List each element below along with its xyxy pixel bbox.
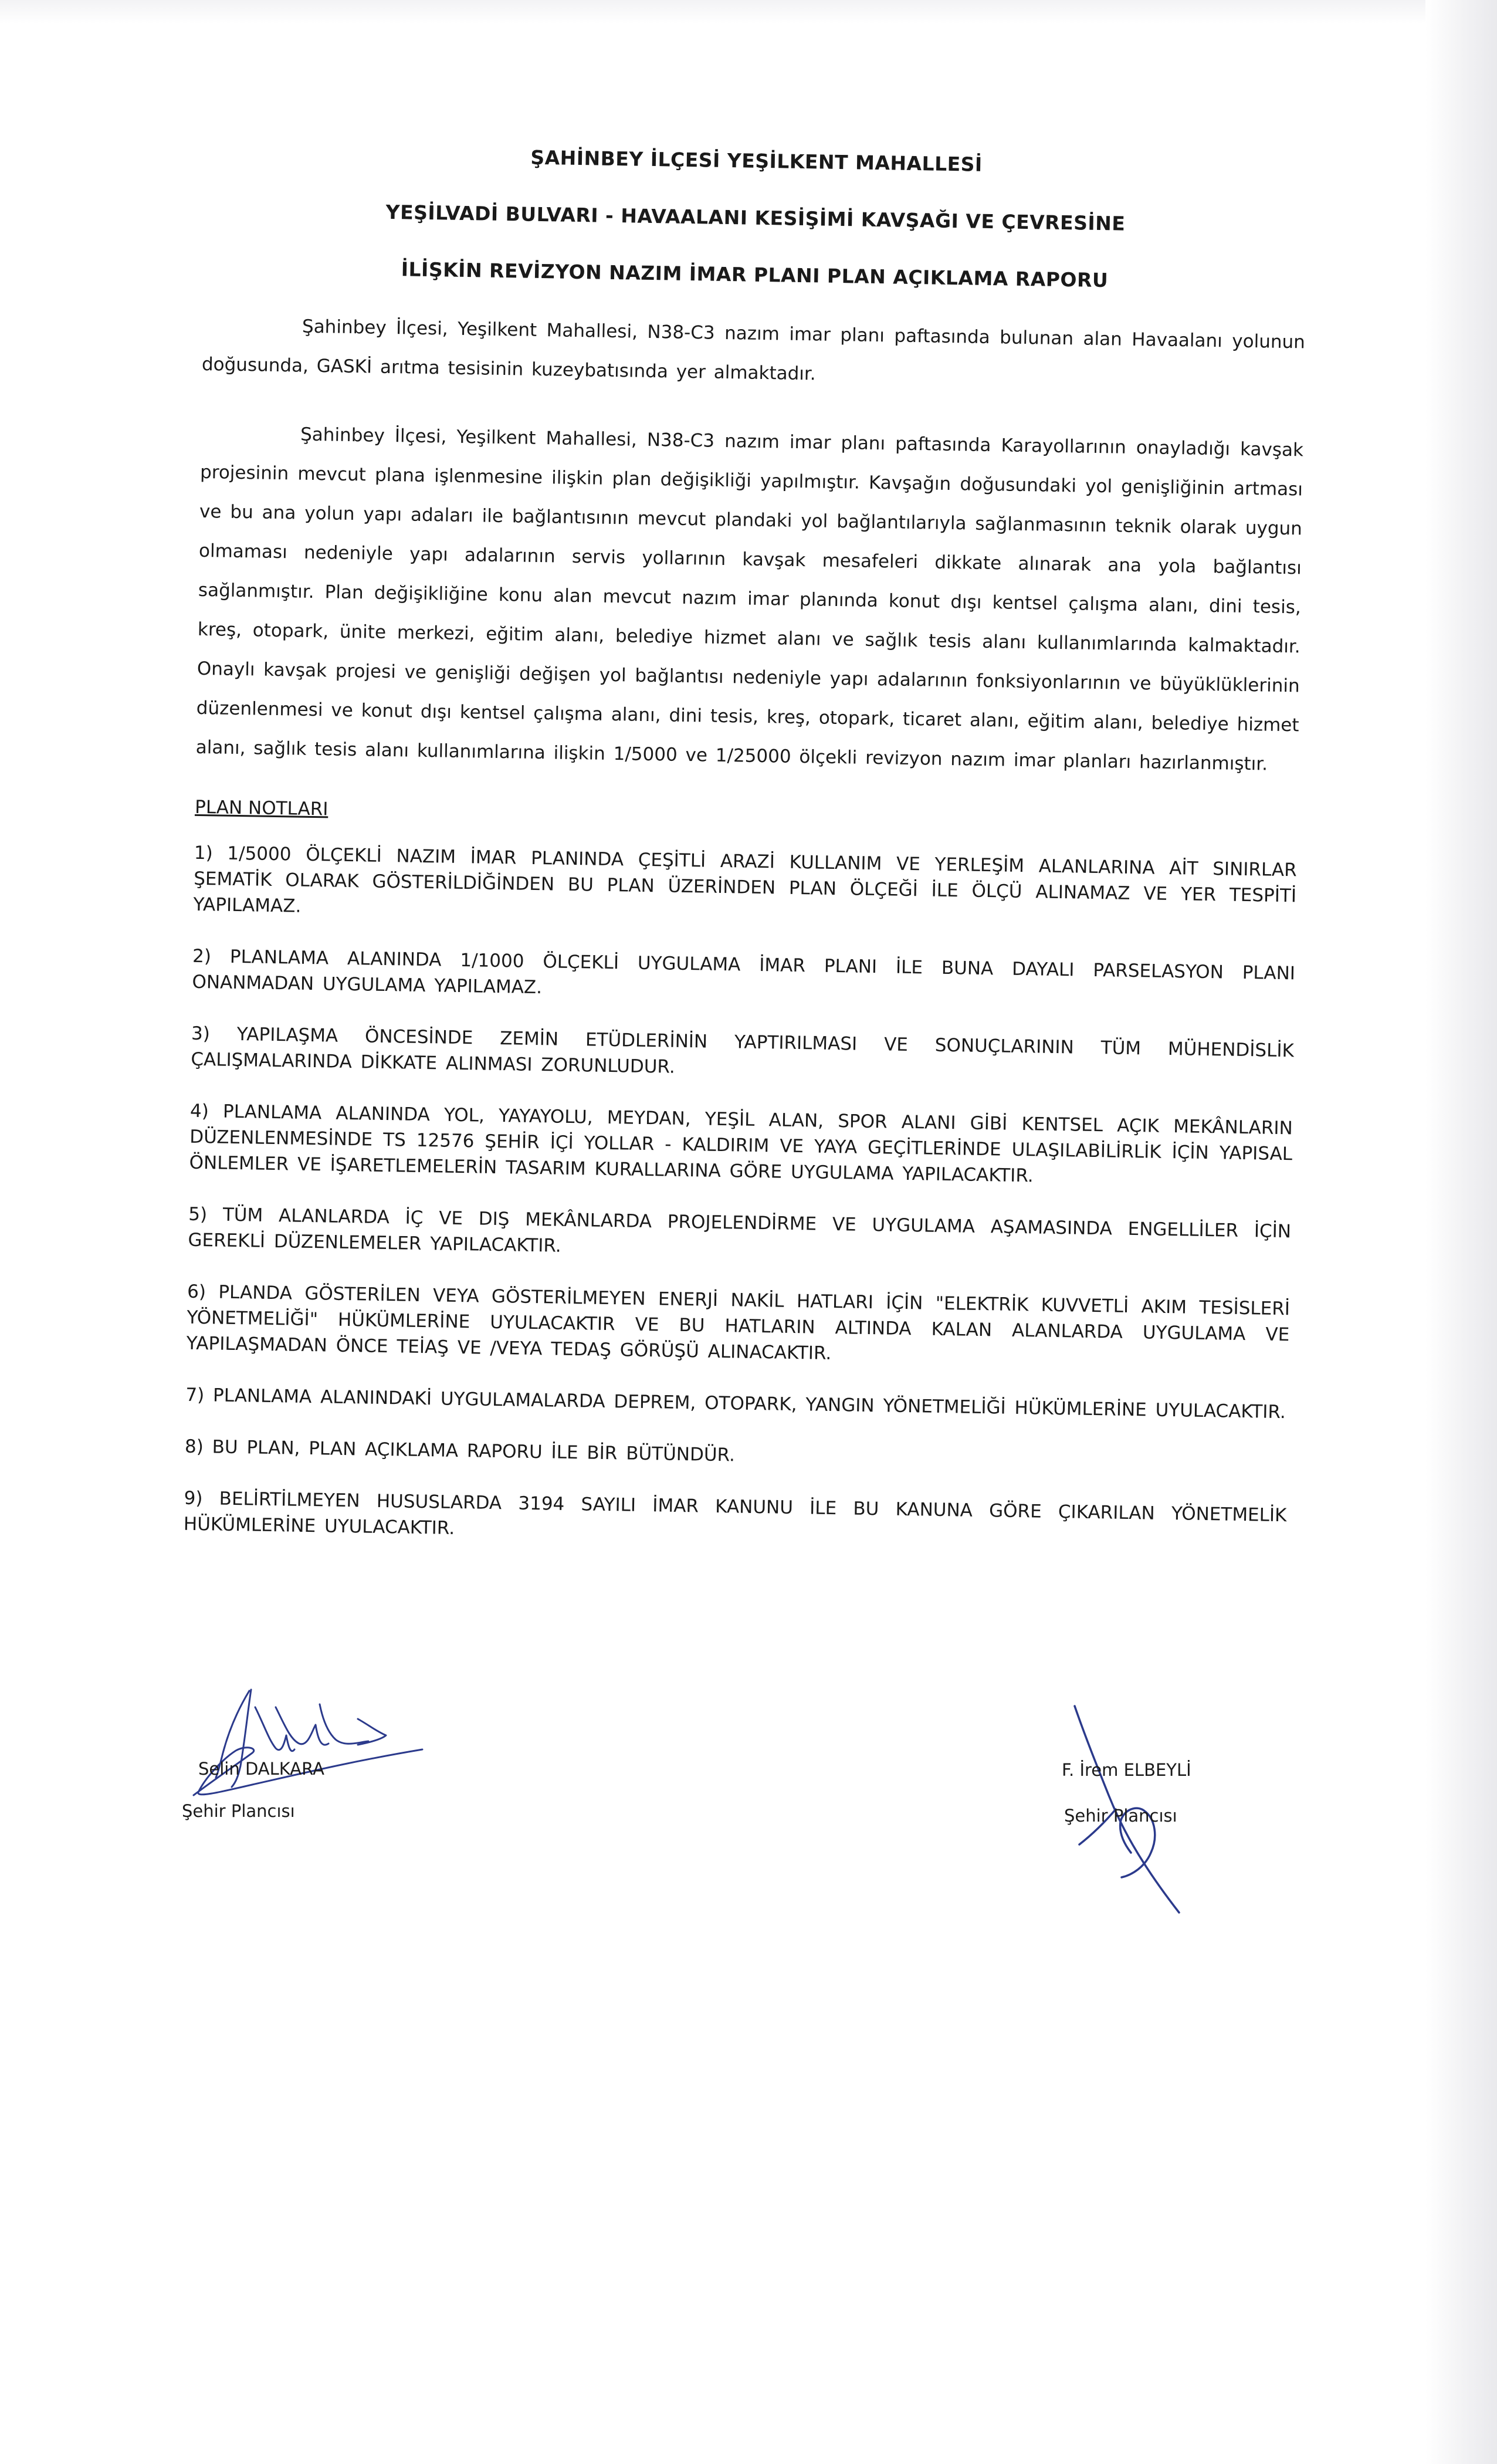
scan-shadow-top <box>0 0 1497 23</box>
plan-notes-list <box>184 840 1297 1554</box>
handwritten-signature-right <box>1062 1701 1285 1918</box>
handwritten-signature-left <box>182 1684 428 1801</box>
plan-notes-heading: PLAN NOTLARI <box>194 796 328 820</box>
plan-note-4: 4) PLANLAMA ALANINDA YOL, YAYAYOLU, MEYDAN, YEŞİL ALAN, SPOR ALANI GİBİ KENTSEL AÇIK MEKÂNLARIN DÜZENLENMESİNDE TS 12576 ŞEHİR İÇİ YOLLAR - KALDIRIM VE YAYA GEÇİTLERİNDE ULAŞILABİLİRLİK İÇİN YAPISAL ÖNLEMLER VE İŞARETLEMELERİN TASARIM KURALLARINA GÖRE UYGULAMA YAPILACAKTIR. <box>189 1100 1293 1187</box>
plan-note-6: 6) PLANDA GÖSTERİLEN VEYA GÖSTERİLMEYEN ENERJİ NAKİL HATLARI İÇİN "ELEKTRİK KUVVETLİ AKIM TESİSLERİ YÖNETMELİĞİ" HÜKÜMLERİNE UYULACAKTIR VE BU HATLARIN ALTINDA KALAN ALANLARDA UYGULAMA VE YAPILAŞMADAN ÖNCE TEİAŞ VE /VEYA TEDAŞ GÖRÜŞÜ ALINACAKTIR. <box>186 1281 1291 1365</box>
signatory-left-title: Şehir Plancısı <box>182 1801 295 1821</box>
signatory-right <box>1062 1701 1285 1918</box>
plan-note-1: 1) 1/5000 ÖLÇEKLİ NAZIM İMAR PLANINDA ÇEŞİTLİ ARAZİ KULLANIM VE YERLEŞİM ALANLARINA AİT SINIRLAR ŞEMATİK OLARAK GÖSTERİLDİĞİNDEN BU PLAN ÜZERİNDEN PLAN ÖLÇEĞİ İLE ÖLÇÜ ALINAMAZ VE YER TESPİTİ YAPILAMAZ. <box>193 842 1297 917</box>
signatory-left <box>182 1684 428 1819</box>
scan-shadow-edge <box>1425 0 1497 2464</box>
report-title-line-3: İLİŞKİN REVİZYON NAZIM İMAR PLANI PLAN AÇIKLAMA RAPORU <box>401 258 1109 292</box>
plan-note-3: 3) YAPILAŞMA ÖNCESİNDE ZEMİN ETÜDLERİNİN YAPTIRILMASI VE SONUÇLARININ TÜM MÜHENDİSLİK ÇALIŞMALARINDA DİKKATE ALINMASI ZORUNLUDUR. <box>191 1023 1295 1078</box>
signatory-left-name: Selin DALKARA <box>198 1759 324 1779</box>
report-document <box>183 141 1308 1580</box>
plan-note-8: 8) BU PLAN, PLAN AÇIKLAMA RAPORU İLE BİR BÜTÜNDÜR. <box>184 1436 736 1466</box>
plan-change-paragraph: Şahinbey İlçesi, Yeşilkent Mahallesi, N38-C3 nazım imar planı paftasında Karayollarının onayladığı kavşak projesinin mevcut plana işlenmesine ilişkin plan değişikliği yapılmıştır. Kavşağın doğusundaki yol genişliğinin artması ve bu ana yolun yapı adaları ile bağlantısının mevcut plandaki yol bağlantılarıyla sağlanmasının teknik olarak uygun olmaması nedeniyle yapı adalarının servis yollarının kavşak mesafeleri dikkate alınarak ana yola bağlantısı sağlanmıştır. Plan değişikliğine konu alan mevcut nazım imar planında konut dışı kentsel çalışma alanı, dini tesis, kreş, otopark, ünite merkezi, eğitim alanı, belediye hizmet alanı ve sağlık tesis alanı kullanımlarında kalmaktadır. Onaylı kavşak projesi ve genişliği değişen yol bağlantısı nedeniyle yapı adalarının fonksiyonlarının ve büyüklüklerinin düzenlenmesi ve konut dışı kentsel çalışma alanı, dini tesis, kreş, otopark, ticaret alanı, eğitim alanı, belediye hizmet alanı, sağlık tesis alanı kullanımlarına ilişkin 1/5000 ve 1/25000 ölçekli revizyon nazım imar planları hazırlanmıştır. <box>195 424 1304 775</box>
report-title-block <box>203 141 1308 295</box>
signatory-right-name: F. İrem ELBEYLİ <box>1062 1760 1191 1780</box>
report-title-line-2: YEŞİLVADİ BULVARI - HAVAALANI KESİŞİMİ KAVŞAĞI VE ÇEVRESİNE <box>385 200 1126 235</box>
location-paragraph: Şahinbey İlçesi, Yeşilkent Mahallesi, N38-C3 nazım imar planı paftasında bulunan alan Havaalanı yolunun doğusunda, GASKİ arıtma tesisinin kuzeybatısında yer almaktadır. <box>201 316 1306 385</box>
plan-note-7: 7) PLANLAMA ALANINDAKİ UYGULAMALARDA DEPREM, OTOPARK, YANGIN YÖNETMELİĞİ HÜKÜMLERİNE UYULACAKTIR. <box>185 1384 1286 1423</box>
report-title-line-1: ŞAHİNBEY İLÇESİ YEŞİLKENT MAHALLESİ <box>530 145 983 176</box>
plan-note-5: 5) TÜM ALANLARDA İÇ VE DIŞ MEKÂNLARDA PROJELENDİRME VE UYGULAMA AŞAMASINDA ENGELLİLER İÇİN GEREKLİ DÜZENLEMELER YAPILACAKTIR. <box>188 1203 1292 1257</box>
signatory-right-title: Şehir Plancısı <box>1064 1806 1177 1826</box>
plan-note-9: 9) BELİRTİLMEYEN HUSUSLARDA 3194 SAYILI İMAR KANUNU İLE BU KANUNA GÖRE ÇIKARILAN YÖNETMELİK HÜKÜMLERİNE UYULACAKTIR. <box>183 1487 1287 1539</box>
plan-note-2: 2) PLANLAMA ALANINDA 1/1000 ÖLÇEKLİ UYGULAMA İMAR PLANI İLE BUNA DAYALI PARSELASYON PLANI ONANMADAN UYGULAMA YAPILAMAZ. <box>192 945 1296 999</box>
